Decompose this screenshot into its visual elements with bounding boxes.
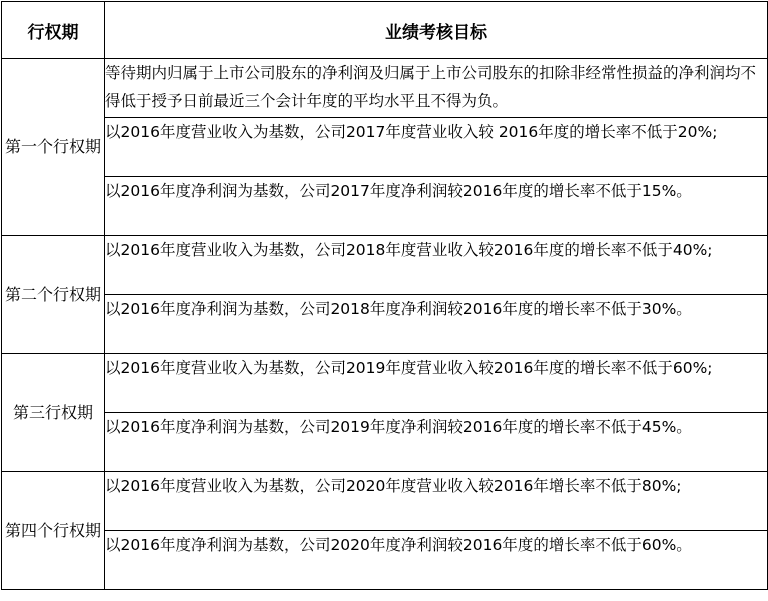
table-row xyxy=(2,413,768,472)
target-cell: 以2016年度营业收入为基数，公司2020年度营业收入较2016年增长率不低于80%; xyxy=(105,472,768,531)
table-row xyxy=(2,177,768,236)
target-cell: 以2016年度营业收入为基数，公司2017年度营业收入较 2016年度的增长率不低于20%; xyxy=(105,118,768,177)
table-row xyxy=(2,354,768,413)
table-row xyxy=(2,236,768,295)
target-cell: 以2016年度营业收入为基数，公司2019年度营业收入较2016年度的增长率不低于60%; xyxy=(105,354,768,413)
table-row xyxy=(2,472,768,531)
table-row xyxy=(2,118,768,177)
header-row xyxy=(2,2,768,59)
target-cell: 以2016年度净利润为基数，公司2018年度净利润较2016年度的增长率不低于30%。 xyxy=(105,295,768,354)
period-cell-1: 第一个行权期 xyxy=(2,59,105,236)
target-cell: 以2016年度营业收入为基数，公司2018年度营业收入较2016年度的增长率不低于40%; xyxy=(105,236,768,295)
target-cell: 以2016年度净利润为基数，公司2019年度净利润较2016年度的增长率不低于45%。 xyxy=(105,413,768,472)
header-period: 行权期 xyxy=(2,2,105,59)
target-cell: 等待期内归属于上市公司股东的净利润及归属于上市公司股东的扣除非经常性损益的净利润均不得低于授予日前最近三个会计年度的平均水平且不得为负。 xyxy=(105,59,768,118)
period-cell-4: 第四个行权期 xyxy=(2,472,105,590)
table-row xyxy=(2,59,768,118)
table-row xyxy=(2,531,768,590)
header-target: 业绩考核目标 xyxy=(105,2,768,59)
target-cell: 以2016年度净利润为基数，公司2020年度净利润较2016年度的增长率不低于60%。 xyxy=(105,531,768,590)
performance-target-table xyxy=(1,1,768,590)
table-row xyxy=(2,295,768,354)
target-cell: 以2016年度净利润为基数，公司2017年度净利润较2016年度的增长率不低于15%。 xyxy=(105,177,768,236)
period-cell-3: 第三行权期 xyxy=(2,354,105,472)
period-cell-2: 第二个行权期 xyxy=(2,236,105,354)
